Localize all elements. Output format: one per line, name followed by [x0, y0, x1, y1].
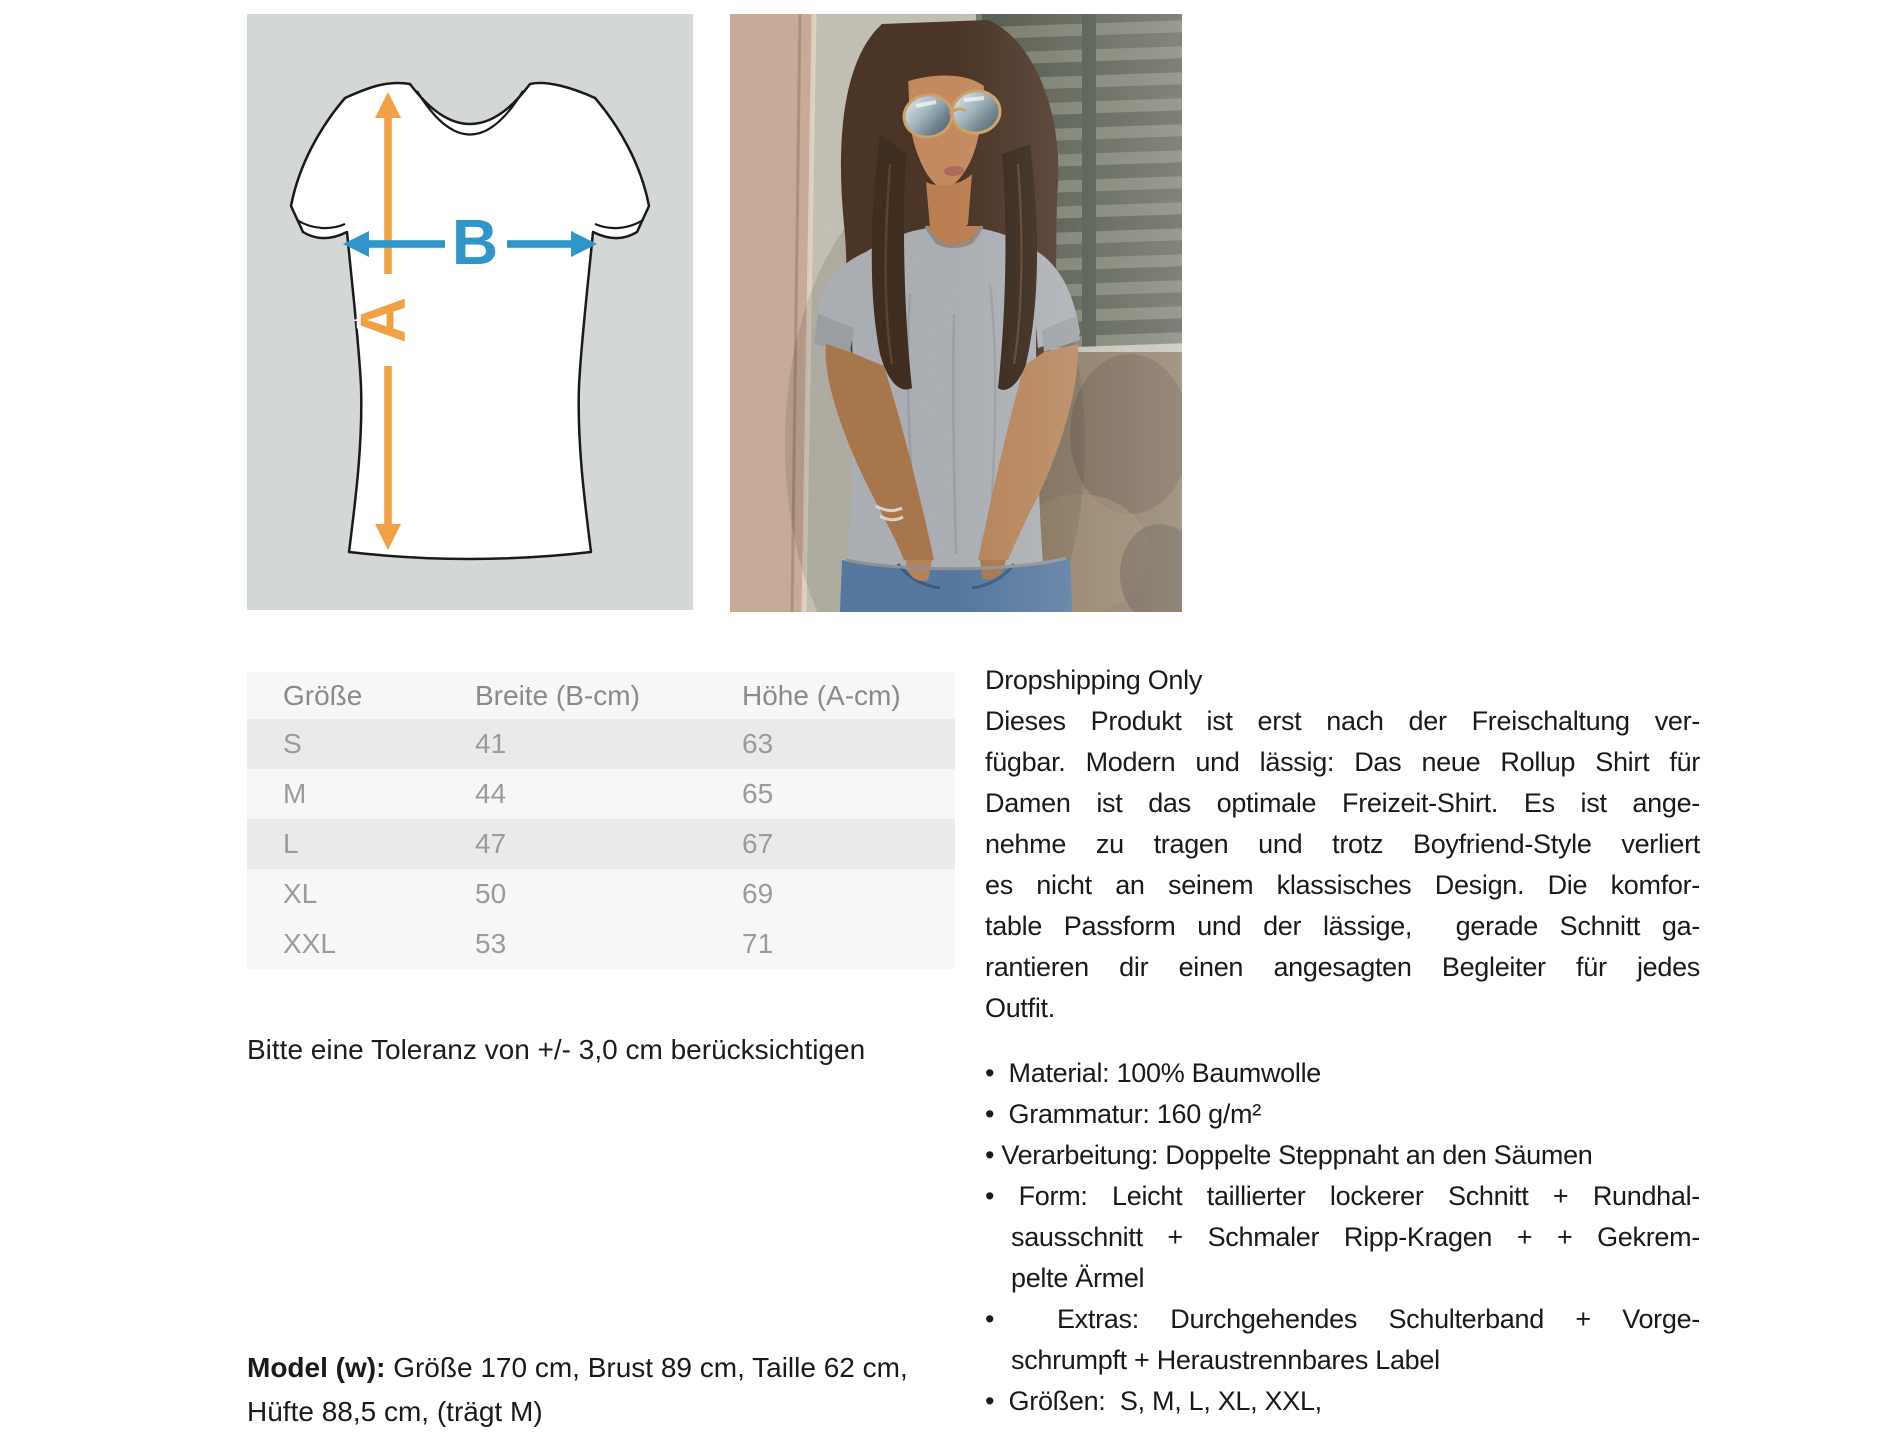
height-cell: 63 [742, 728, 774, 759]
feature-form: • Form: Leicht taillierter lockerer Schnitt + Rundhal- sausschnitt + Schmaler Ripp-Kragen + + Gekrem- pelte Ärmel [985, 1181, 1700, 1293]
size-diagram-svg [247, 14, 693, 610]
model-info-measurements: Größe 170 cm, Brust 89 cm, Taille 62 cm, [385, 1352, 908, 1383]
label-a: A [346, 296, 419, 344]
size-cell: XL [283, 878, 318, 909]
height-cell: 69 [742, 878, 774, 909]
tolerance-note: Bitte eine Toleranz von +/- 3,0 cm berücksichtigen [247, 1034, 866, 1065]
height-cell: 65 [742, 778, 774, 809]
height-cell: 67 [742, 828, 774, 859]
product-description [985, 660, 1700, 1422]
description-line: Dieses Produkt ist erst nach der Freischaltung ver- [985, 706, 1700, 736]
size-table-header-row [247, 672, 955, 719]
description-line: es nicht an seinem klassisches Design. Die komfor- [985, 870, 1700, 900]
column-header-height: Höhe (A-cm) [742, 679, 901, 711]
model-photo-illustration [730, 14, 1182, 612]
description-line: rantieren dir einen angesagten Begleiter für jedes [985, 952, 1700, 982]
description-line: Outfit. [985, 993, 1055, 1023]
feature-grammatur: • Grammatur: 160 g/m² [985, 1099, 1261, 1129]
model-photo [730, 14, 1182, 612]
feature-material: • Material: 100% Baumwolle [985, 1058, 1322, 1088]
model-info-line1 [247, 1346, 959, 1390]
model-info-label: Model (w): [247, 1352, 386, 1383]
size-cell: L [283, 828, 299, 859]
tshirt-outline-drawing [291, 83, 649, 559]
size-diagram [247, 14, 693, 610]
table-row [247, 769, 955, 819]
table-row [247, 819, 955, 869]
size-cell: XXL [283, 928, 336, 959]
feature-extras: • Extras: Durchgehendes Schulterband + Vorge- schrumpft + Heraustrennbares Label [985, 1304, 1700, 1375]
width-cell: 53 [475, 928, 507, 959]
model-info [247, 1346, 959, 1434]
size-cell: M [283, 778, 307, 809]
model-info-line2: Hüfte 88,5 cm, (trägt M) [247, 1396, 543, 1427]
size-table [247, 672, 955, 969]
height-cell: 71 [742, 928, 774, 959]
table-row [247, 719, 955, 769]
table-row [247, 919, 955, 969]
description-line: table Passform und der lässige, gerade Schnitt ga- [985, 911, 1700, 941]
description-title: Dropshipping Only [985, 665, 1203, 695]
photo-light-overlay [730, 14, 1182, 612]
label-b: B [451, 205, 499, 278]
feature-verarbeitung: • Verarbeitung: Doppelte Steppnaht an den Säumen [985, 1140, 1593, 1170]
width-cell: 47 [475, 828, 507, 859]
width-cell: 50 [475, 878, 507, 909]
description-line: fügbar. Modern und lässig: Das neue Rollup Shirt für [985, 747, 1700, 777]
width-cell: 44 [475, 778, 507, 809]
description-line: nehme zu tragen und trotz Boyfriend-Style verliert [985, 829, 1700, 859]
width-cell: 41 [475, 728, 507, 759]
feature-groessen: • Größen: S, M, L, XL, XXL, [985, 1386, 1322, 1416]
column-header-width: Breite (B-cm) [475, 679, 640, 711]
table-row [247, 869, 955, 919]
feature-list [985, 1053, 1700, 1422]
description-line: Damen ist das optimale Freizeit-Shirt. Es ist ange- [985, 788, 1700, 818]
size-cell: S [283, 728, 302, 759]
column-header-size: Größe [283, 679, 363, 711]
